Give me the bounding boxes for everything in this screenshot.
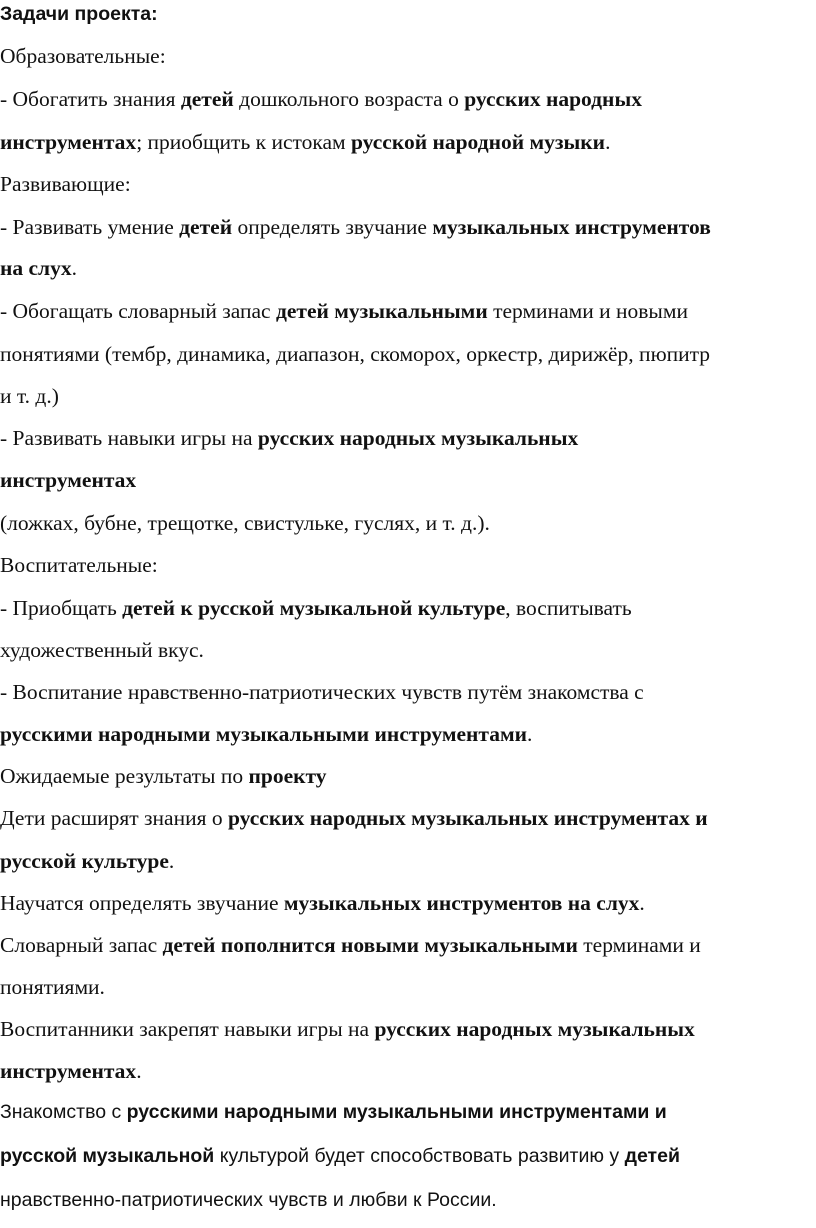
paragraph-line — [0, 130, 610, 155]
text-run: ; приобщить к истокам — [136, 130, 351, 154]
text-run: терминами и — [577, 933, 701, 957]
bold-text-run: детей музыкальными — [275, 299, 488, 323]
section-label-upbringing — [0, 553, 158, 578]
bold-text-run: русской музыкальной — [0, 1145, 215, 1167]
bold-text-run: музыкальных инструментов — [432, 215, 711, 239]
text-run: культурой будет способствовать развитию у — [214, 1145, 625, 1167]
bold-text-run: русских народных музыкальных — [374, 1017, 695, 1041]
bold-text-run: инструментах — [0, 468, 137, 492]
text-run: терминами и новыми — [487, 299, 688, 323]
text-run: нравственно-патриотических чувств и любви к России. — [0, 1189, 497, 1211]
paragraph-line — [0, 638, 204, 663]
paragraph-line — [0, 849, 174, 874]
paragraph-line — [0, 596, 632, 621]
bold-text-run: инструментах — [0, 130, 137, 154]
bold-text-run: Задачи проекта: — [0, 3, 158, 25]
text-run: художественный вкус. — [0, 638, 204, 662]
paragraph-line — [0, 1145, 680, 1168]
paragraph-line — [0, 1101, 667, 1124]
text-run: Развивающие: — [0, 172, 131, 196]
section-label-developing — [0, 172, 131, 197]
text-run: Дети расширят знания о — [0, 806, 228, 830]
paragraph-line — [0, 342, 710, 367]
bold-text-run: русскими народными музыкальными инструментами и — [126, 1101, 667, 1123]
paragraph-line — [0, 426, 578, 451]
paragraph-line — [0, 87, 642, 112]
section-label-educational — [0, 44, 166, 69]
paragraph-line — [0, 511, 490, 536]
text-run: - Обогатить знания — [0, 87, 181, 111]
paragraph-line — [0, 722, 532, 747]
bold-text-run: русскими народными музыкальными инструментами — [0, 722, 528, 746]
paragraph-line — [0, 256, 77, 281]
text-run: Знакомство с — [0, 1101, 127, 1123]
bold-text-run: на слух — [0, 256, 72, 280]
bold-text-run: проекту — [248, 764, 327, 788]
bold-text-run: русской народной музыки — [351, 130, 606, 154]
text-run: - Приобщать — [0, 596, 123, 620]
text-run: . — [639, 891, 645, 915]
paragraph-line — [0, 891, 645, 916]
paragraph-line — [0, 806, 708, 831]
paragraph-line — [0, 975, 105, 1000]
text-run: . — [71, 256, 77, 280]
section-label-expected-results — [0, 764, 327, 789]
text-run: . — [527, 722, 533, 746]
bold-text-run: русских народных музыкальных — [257, 426, 579, 450]
paragraph-line — [0, 468, 136, 493]
heading-project-tasks — [0, 3, 158, 26]
bold-text-run: музыкальных инструментов на слух — [283, 891, 640, 915]
text-run: понятиями. — [0, 975, 105, 999]
text-run: - Развивать навыки игры на — [0, 426, 258, 450]
text-run: (ложках, бубне, трещотке, свистульке, гуслях, и т. д.). — [0, 511, 490, 535]
bold-text-run: детей пополнится новыми музыкальными — [162, 933, 578, 957]
text-run: Ожидаемые результаты по — [0, 764, 249, 788]
text-run: . — [605, 130, 611, 154]
text-run: и т. д.) — [0, 384, 59, 408]
text-run: - Воспитание нравственно-патриотических чувств путём знакомства с — [0, 680, 644, 704]
text-run: определять звучание — [232, 215, 433, 239]
paragraph-line — [0, 299, 688, 324]
text-run: Словарный запас — [0, 933, 163, 957]
text-run: , воспитывать — [505, 596, 632, 620]
paragraph-line — [0, 933, 701, 958]
text-run: - Обогащать словарный запас — [0, 299, 276, 323]
bold-text-run: инструментах — [0, 1059, 137, 1083]
paragraph-line — [0, 1017, 695, 1042]
bold-text-run: детей — [180, 87, 234, 111]
text-run: Воспитательные: — [0, 553, 158, 577]
text-run: Воспитанники закрепят навыки игры на — [0, 1017, 375, 1041]
bold-text-run: детей — [179, 215, 233, 239]
text-run: понятиями (тембр, динамика, диапазон, скоморох, оркестр, дирижёр, пюпитр — [0, 342, 711, 366]
text-run: Научатся определять звучание — [0, 891, 284, 915]
bold-text-run: детей — [624, 1145, 680, 1167]
text-run: . — [168, 849, 175, 873]
paragraph-line — [0, 680, 644, 705]
bold-text-run: русских народных музыкальных инструментах и — [228, 806, 708, 830]
bold-text-run: русских народных — [464, 87, 642, 111]
paragraph-line — [0, 1059, 142, 1084]
paragraph-line — [0, 215, 711, 240]
paragraph-line — [0, 384, 59, 409]
text-run: Образовательные: — [0, 44, 166, 68]
text-run: - Развивать умение — [0, 215, 180, 239]
bold-text-run: детей к русской музыкальной культуре — [122, 596, 506, 620]
text-run: дошкольного возраста о — [233, 87, 465, 111]
text-run: . — [136, 1059, 142, 1083]
bold-text-run: русской культуре — [0, 849, 169, 873]
paragraph-line — [0, 1189, 497, 1212]
